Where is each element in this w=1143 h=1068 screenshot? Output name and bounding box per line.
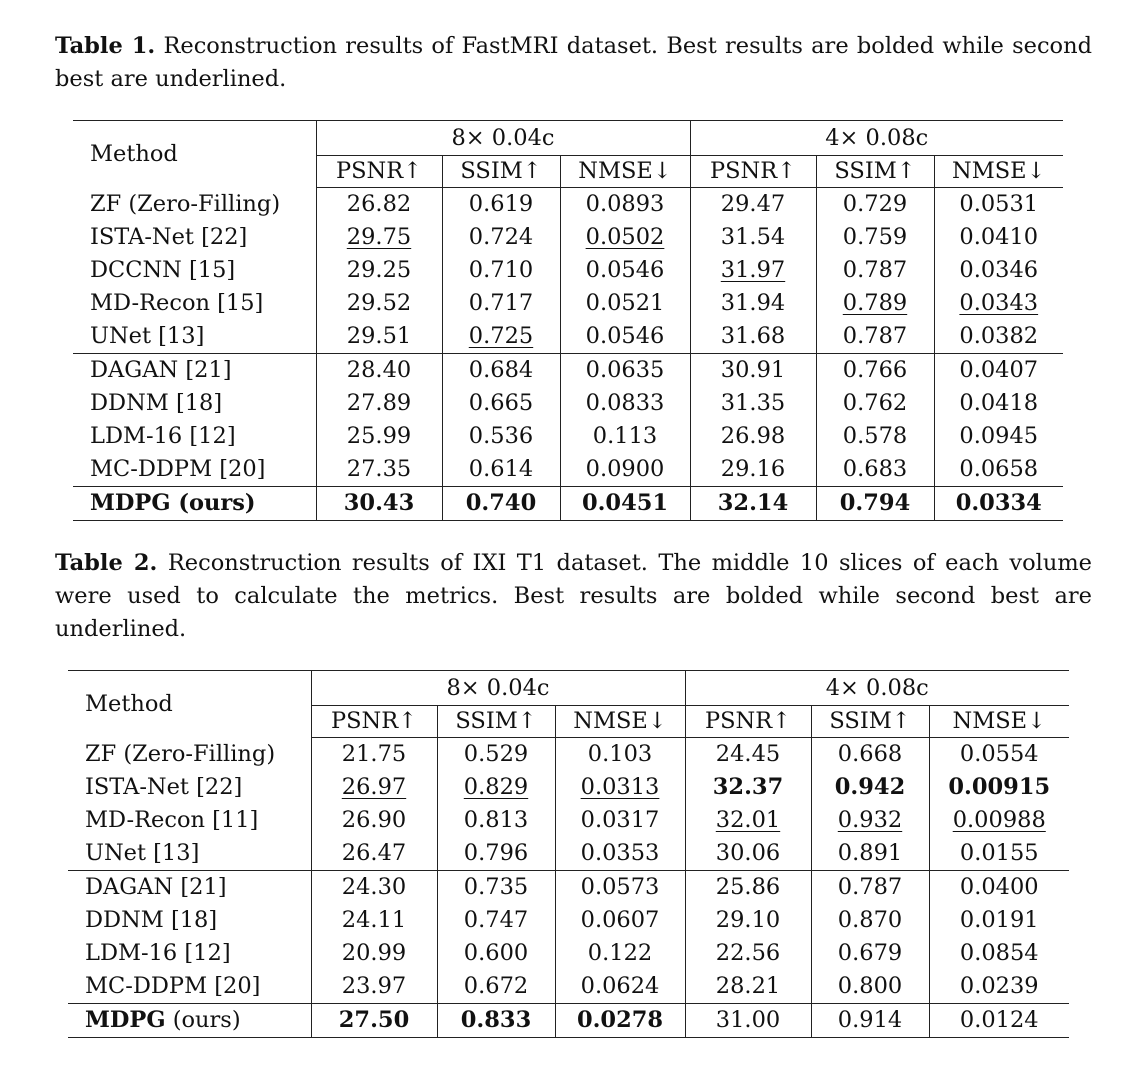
metric-value [442, 287, 560, 320]
metric-value [316, 487, 442, 521]
metric-value [929, 1004, 1069, 1038]
table-row [68, 1004, 1069, 1038]
metric-value [442, 387, 560, 420]
method-cell [73, 487, 316, 521]
metric-value [437, 804, 555, 837]
metric-value [685, 970, 811, 1004]
table-row [73, 254, 1063, 287]
metric-value-text: 29.52 [346, 290, 412, 316]
metric-value-text: 0.0531 [959, 191, 1039, 217]
metric-value-text: 0.0900 [585, 456, 665, 482]
metric-value [311, 771, 437, 804]
metric-value [816, 188, 934, 222]
metric-value-text: 0.0554 [959, 741, 1039, 767]
metric-value [934, 188, 1063, 222]
metric-value-text: 0.0635 [585, 357, 665, 383]
metric-value-text: 0.0317 [580, 807, 660, 833]
method-cell: ISTA-Net [22] [85, 774, 243, 800]
metric-value-text: 0.796 [463, 840, 529, 866]
metric-value-text: 31.35 [720, 390, 786, 416]
metric-value-text: 0.914 [837, 1007, 903, 1033]
metric-value [311, 837, 437, 871]
metric-value [690, 320, 816, 354]
metric-value-text: 0.0382 [959, 323, 1039, 349]
metric-value [311, 937, 437, 970]
method-cell: DCCNN [15] [90, 257, 236, 283]
metric-value-text: 0.0239 [959, 973, 1039, 999]
metric-value-text: 24.11 [341, 907, 407, 933]
metric-value [685, 937, 811, 970]
table1-group-header-8x: 8× 0.04c [316, 121, 690, 156]
metric-value [690, 453, 816, 487]
table-row [68, 771, 1069, 804]
metric-value-text: 0.0833 [585, 390, 665, 416]
metric-value-text: 0.0343 [959, 290, 1039, 316]
metric-value [555, 904, 685, 937]
metric-value [555, 970, 685, 1004]
metric-value [690, 254, 816, 287]
metric-value [311, 904, 437, 937]
metric-value-text: 24.30 [341, 874, 407, 900]
metric-value [934, 354, 1063, 388]
method-cell: MD-Recon [11] [85, 807, 259, 833]
table-row [68, 904, 1069, 937]
method-cell: MD-Recon [15] [90, 290, 264, 316]
metric-value [442, 320, 560, 354]
metric-value [811, 904, 929, 937]
metric-value-text: 0.0346 [959, 257, 1039, 283]
metric-value-text: 0.0546 [585, 323, 665, 349]
metric-value-text: 31.94 [720, 290, 786, 316]
method-cell: LDM-16 [12] [85, 940, 231, 966]
metric-value-text: 0.932 [837, 807, 903, 833]
metric-value [929, 937, 1069, 970]
metric-value-text: 0.870 [837, 907, 903, 933]
metric-value [685, 1004, 811, 1038]
metric-value-text: 0.0945 [959, 423, 1039, 449]
metric-value-text: 0.942 [834, 774, 906, 800]
method-cell [68, 1004, 311, 1038]
metric-value-text: 0.829 [463, 774, 529, 800]
metric-value [934, 254, 1063, 287]
metric-value-text: 0.787 [842, 323, 908, 349]
metric-value-text: 22.56 [715, 940, 781, 966]
table2-label: Table 2. [55, 550, 158, 576]
metric-value [442, 487, 560, 521]
metric-value [437, 937, 555, 970]
metric-value [811, 970, 929, 1004]
metric-value-text: 0.683 [842, 456, 908, 482]
metric-value-text: 0.0658 [959, 456, 1039, 482]
metric-value-text: 0.800 [837, 973, 903, 999]
metric-value [929, 804, 1069, 837]
metric-value [560, 387, 690, 420]
method-cell: UNet [13] [90, 323, 205, 349]
metric-value [934, 453, 1063, 487]
table-row [73, 487, 1063, 521]
metric-value [929, 738, 1069, 772]
method-cell: UNet [13] [85, 840, 200, 866]
metric-value-text: 0.787 [842, 257, 908, 283]
table-row [68, 937, 1069, 970]
metric-value [560, 320, 690, 354]
metric-value-text: 0.0410 [959, 224, 1039, 250]
metric-value-text: 0.729 [842, 191, 908, 217]
metric-value-text: 27.50 [338, 1007, 410, 1033]
method-name: MDPG (ours) [90, 490, 256, 516]
metric-value [437, 871, 555, 905]
metric-value [934, 287, 1063, 320]
method-cell: ISTA-Net [22] [90, 224, 248, 250]
metric-value [929, 837, 1069, 871]
metric-value-text: 0.813 [463, 807, 529, 833]
method-cell: MC-DDPM [20] [90, 456, 266, 482]
metric-value-text: 27.35 [346, 456, 412, 482]
metric-value-text: 0.787 [837, 874, 903, 900]
table-row [73, 354, 1063, 388]
metric-value [690, 387, 816, 420]
metric-value [316, 453, 442, 487]
metric-value [811, 937, 929, 970]
table-row [73, 188, 1063, 222]
table2-caption [55, 547, 1092, 646]
metric-value-text: 27.89 [346, 390, 412, 416]
metric-value-text: 28.40 [346, 357, 412, 383]
metric-value [685, 837, 811, 871]
method-name: MDPG [85, 1007, 166, 1033]
metric-value [929, 771, 1069, 804]
metric-value-text: 30.43 [343, 490, 415, 516]
metric-value [811, 804, 929, 837]
metric-value [690, 287, 816, 320]
metric-value-text: 0.122 [587, 940, 653, 966]
metric-value [316, 420, 442, 453]
metric-value [311, 738, 437, 772]
metric-value-text: 0.665 [468, 390, 534, 416]
metric-value-text: 25.86 [715, 874, 781, 900]
table1-metric-header: SSIM↑ [442, 156, 560, 188]
metric-value [316, 188, 442, 222]
metric-value-text: 29.25 [346, 257, 412, 283]
table-row [68, 804, 1069, 837]
metric-value-text: 0.0334 [955, 490, 1042, 516]
metric-value-text: 29.47 [720, 191, 786, 217]
metric-value [690, 188, 816, 222]
metric-value-text: 0.794 [839, 490, 911, 516]
metric-value [685, 771, 811, 804]
metric-value [442, 254, 560, 287]
method-cell: DDNM [18] [85, 907, 218, 933]
table1-label: Table 1. [55, 33, 156, 59]
metric-value [442, 354, 560, 388]
table1-method-header: Method [73, 121, 316, 188]
metric-value-text: 0.536 [468, 423, 534, 449]
metric-value-text: 23.97 [341, 973, 407, 999]
metric-value [316, 221, 442, 254]
metric-value [690, 354, 816, 388]
metric-value [311, 871, 437, 905]
metric-value [816, 320, 934, 354]
method-cell: LDM-16 [12] [90, 423, 236, 449]
table-row [68, 837, 1069, 871]
metric-value-text: 0.578 [842, 423, 908, 449]
metric-value [560, 254, 690, 287]
metric-value [816, 487, 934, 521]
table2-method-header: Method [68, 671, 311, 738]
method-cell: DAGAN [21] [73, 354, 316, 388]
table2-metric-header: SSIM↑ [811, 706, 929, 738]
table2-metric-header: PSNR↑ [311, 706, 437, 738]
metric-value [811, 871, 929, 905]
metric-value-text: 0.0546 [585, 257, 665, 283]
metric-value-text: 0.600 [463, 940, 529, 966]
metric-value [437, 904, 555, 937]
metric-value-text: 24.45 [715, 741, 781, 767]
metric-value [929, 904, 1069, 937]
table1-metric-header: PSNR↑ [316, 156, 442, 188]
table2-caption-text: Reconstruction results of IXI T1 dataset. The middle 10 slices of each volume were used to calculate the metrics. Best results are bolded while second best are underlined. [55, 550, 1092, 642]
metric-value [442, 188, 560, 222]
metric-value-text: 0.735 [463, 874, 529, 900]
metric-value-text: 29.51 [346, 323, 412, 349]
metric-value [316, 254, 442, 287]
table-row [68, 970, 1069, 1004]
table1-metric-header: SSIM↑ [816, 156, 934, 188]
metric-value [316, 287, 442, 320]
metric-value-text: 26.97 [341, 774, 407, 800]
table2 [68, 670, 1069, 1038]
metric-value [316, 387, 442, 420]
metric-value-text: 0.0124 [959, 1007, 1039, 1033]
metric-value [811, 771, 929, 804]
metric-value-text: 0.891 [837, 840, 903, 866]
table1-group-header-4x: 4× 0.08c [690, 121, 1063, 156]
metric-value [316, 320, 442, 354]
metric-value-text: 32.14 [717, 490, 789, 516]
table-row [73, 387, 1063, 420]
table1-metric-header: NMSE↓ [934, 156, 1063, 188]
metric-value [690, 221, 816, 254]
metric-value [437, 738, 555, 772]
metric-value-text: 31.68 [720, 323, 786, 349]
metric-value-text: 31.54 [720, 224, 786, 250]
metric-value-text: 0.00988 [952, 807, 1046, 833]
metric-value-text: 0.766 [842, 357, 908, 383]
metric-value-text: 0.0451 [581, 490, 669, 516]
metric-value-text: 32.37 [712, 774, 784, 800]
table1-metric-header: PSNR↑ [690, 156, 816, 188]
metric-value [560, 354, 690, 388]
metric-value [560, 188, 690, 222]
metric-value [816, 354, 934, 388]
metric-value-text: 0.789 [842, 290, 908, 316]
metric-value [560, 453, 690, 487]
table1 [73, 120, 1063, 521]
metric-value-text: 21.75 [341, 741, 407, 767]
metric-value [442, 420, 560, 453]
metric-value [437, 1004, 555, 1038]
metric-value-text: 0.0624 [580, 973, 660, 999]
metric-value-text: 0.717 [468, 290, 534, 316]
metric-value-text: 0.0407 [959, 357, 1039, 383]
table-row [73, 287, 1063, 320]
table-row [73, 320, 1063, 354]
metric-value [816, 287, 934, 320]
metric-value-text: 0.0400 [959, 874, 1039, 900]
method-cell: ZF (Zero-Filling) [85, 740, 276, 767]
metric-value-text: 26.98 [720, 423, 786, 449]
table-row [68, 871, 1069, 905]
metric-value-text: 0.0573 [580, 874, 660, 900]
metric-value [685, 904, 811, 937]
method-cell: ZF (Zero-Filling) [90, 190, 281, 217]
table2-group-header-4x: 4× 0.08c [685, 671, 1069, 706]
method-suffix: (ours) [165, 1007, 241, 1033]
metric-value [929, 871, 1069, 905]
metric-value [560, 221, 690, 254]
metric-value [555, 771, 685, 804]
metric-value [555, 871, 685, 905]
metric-value [560, 487, 690, 521]
metric-value [555, 837, 685, 871]
metric-value [555, 804, 685, 837]
metric-value-text: 0.113 [592, 423, 658, 449]
metric-value [934, 420, 1063, 453]
metric-value [690, 487, 816, 521]
method-cell: MC-DDPM [20] [85, 973, 261, 999]
metric-value [437, 970, 555, 1004]
metric-value [934, 387, 1063, 420]
metric-value [311, 804, 437, 837]
table-row [73, 420, 1063, 453]
metric-value-text: 0.0521 [585, 290, 665, 316]
metric-value [311, 1004, 437, 1038]
method-cell: DDNM [18] [90, 390, 223, 416]
table1-caption-text: Reconstruction results of FastMRI dataset. Best results are bolded while second best are underlined. [55, 33, 1092, 92]
metric-value-text: 0.0313 [580, 774, 660, 800]
table2-group-header-8x: 8× 0.04c [311, 671, 685, 706]
table-row [73, 453, 1063, 487]
table2-metric-header: SSIM↑ [437, 706, 555, 738]
metric-value-text: 0.0278 [576, 1007, 664, 1033]
metric-value [816, 387, 934, 420]
metric-value-text: 0.672 [463, 973, 529, 999]
metric-value [442, 221, 560, 254]
metric-value [816, 254, 934, 287]
metric-value-text: 0.747 [463, 907, 529, 933]
metric-value [560, 420, 690, 453]
metric-value-text: 26.90 [341, 807, 407, 833]
metric-value [816, 221, 934, 254]
metric-value [685, 738, 811, 772]
metric-value [437, 837, 555, 871]
metric-value [816, 453, 934, 487]
metric-value [811, 738, 929, 772]
metric-value-text: 0.833 [460, 1007, 532, 1033]
metric-value-text: 0.0893 [585, 191, 665, 217]
metric-value [442, 453, 560, 487]
metric-value-text: 0.0418 [959, 390, 1039, 416]
metric-value-text: 0.724 [468, 224, 534, 250]
metric-value-text: 0.0353 [580, 840, 660, 866]
metric-value-text: 0.710 [468, 257, 534, 283]
table2-metric-header: PSNR↑ [685, 706, 811, 738]
table1-metric-header: NMSE↓ [560, 156, 690, 188]
metric-value [685, 804, 811, 837]
metric-value-text: 32.01 [715, 807, 781, 833]
metric-value-text: 29.16 [720, 456, 786, 482]
metric-value-text: 31.97 [720, 257, 786, 283]
metric-value [811, 837, 929, 871]
metric-value-text: 29.75 [346, 224, 412, 250]
metric-value [816, 420, 934, 453]
metric-value-text: 0.619 [468, 191, 534, 217]
metric-value-text: 0.725 [468, 323, 534, 349]
metric-value [555, 1004, 685, 1038]
metric-value [437, 771, 555, 804]
metric-value-text: 31.00 [715, 1007, 781, 1033]
metric-value-text: 0.762 [842, 390, 908, 416]
metric-value-text: 26.82 [346, 191, 412, 217]
metric-value [811, 1004, 929, 1038]
metric-value [316, 354, 442, 388]
metric-value-text: 25.99 [346, 423, 412, 449]
metric-value-text: 0.679 [837, 940, 903, 966]
table-row [68, 738, 1069, 772]
metric-value-text: 0.668 [837, 741, 903, 767]
metric-value-text: 30.06 [715, 840, 781, 866]
metric-value [685, 871, 811, 905]
table2-metric-header: NMSE↓ [929, 706, 1069, 738]
metric-value-text: 29.10 [715, 907, 781, 933]
metric-value-text: 0.614 [468, 456, 534, 482]
metric-value [929, 970, 1069, 1004]
table1-caption [55, 30, 1092, 96]
metric-value-text: 0.0155 [959, 840, 1039, 866]
table2-metric-header: NMSE↓ [555, 706, 685, 738]
metric-value-text: 28.21 [715, 973, 781, 999]
metric-value [311, 970, 437, 1004]
metric-value-text: 0.0854 [959, 940, 1039, 966]
metric-value-text: 0.0502 [585, 224, 665, 250]
metric-value-text: 0.740 [465, 490, 537, 516]
method-cell: DAGAN [21] [68, 871, 311, 905]
metric-value-text: 26.47 [341, 840, 407, 866]
metric-value-text: 0.684 [468, 357, 534, 383]
metric-value-text: 0.0607 [580, 907, 660, 933]
metric-value [934, 487, 1063, 521]
metric-value-text: 0.103 [587, 741, 653, 767]
metric-value [555, 738, 685, 772]
metric-value-text: 0.00915 [948, 774, 1051, 800]
table-row [73, 221, 1063, 254]
metric-value-text: 20.99 [341, 940, 407, 966]
metric-value [934, 221, 1063, 254]
metric-value [555, 937, 685, 970]
metric-value-text: 0.759 [842, 224, 908, 250]
metric-value-text: 0.0191 [959, 907, 1039, 933]
metric-value-text: 30.91 [720, 357, 786, 383]
metric-value [690, 420, 816, 453]
metric-value [934, 320, 1063, 354]
metric-value-text: 0.529 [463, 741, 529, 767]
metric-value [560, 287, 690, 320]
